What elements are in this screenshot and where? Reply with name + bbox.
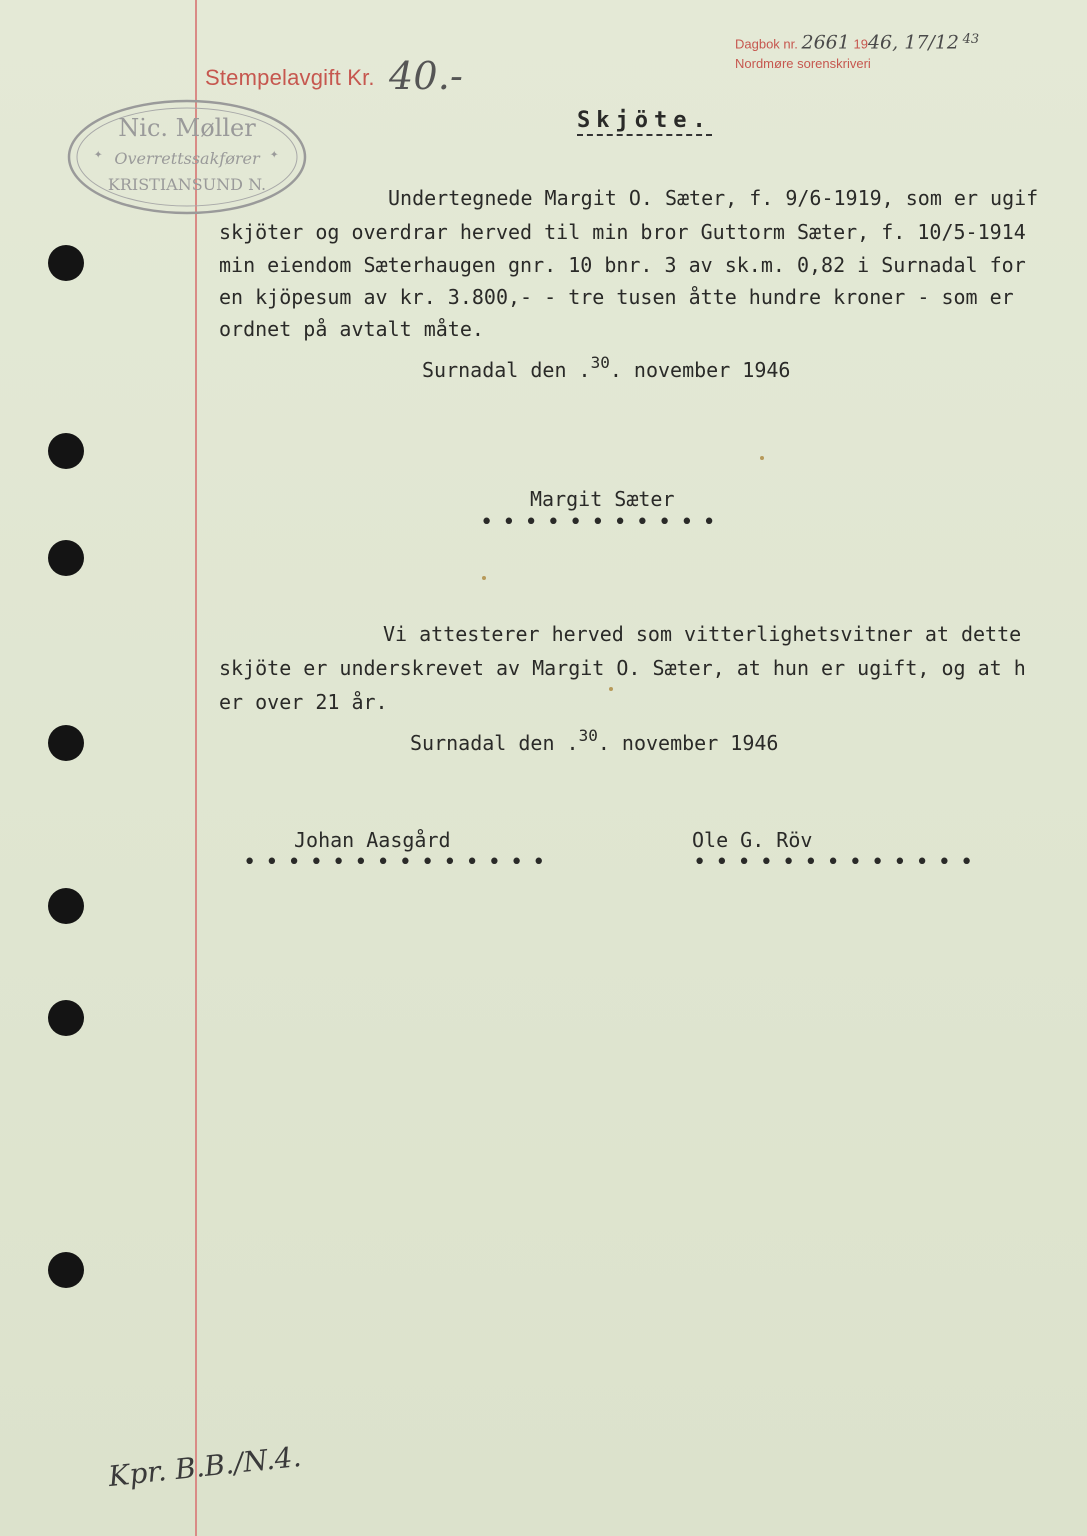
seal-city: KRISTIANSUND N. <box>107 175 267 194</box>
dagbok-label: Dagbok nr. <box>735 36 798 52</box>
dagbok-number: 2661 <box>801 31 850 54</box>
punch-hole <box>48 433 84 469</box>
punch-hole <box>48 1000 84 1036</box>
body-line: skjöter og overdrar herved til min bror Guttorm Sæter, f. 10/5-1914 <box>219 220 1026 244</box>
signature-line: ••••••••••• <box>480 510 725 535</box>
body-line: min eiendom Sæterhaugen gnr. 10 bnr. 3 av sk.m. 0,82 i Surnadal for <box>219 253 1026 277</box>
dagbok-stamp: Dagbok nr. 2661 1946, 17/12 $^{43}$ Nordmøre sorenskriveri <box>735 31 980 72</box>
date-day: 30 <box>590 353 610 372</box>
punch-hole <box>48 540 84 576</box>
punch-hole <box>48 1252 84 1288</box>
dagbok-year-prefix: 19 <box>853 36 868 52</box>
red-margin-line <box>195 0 197 1536</box>
handwritten-note: Kpr. B.B./N.4. <box>106 1439 303 1494</box>
witness-line: Vi attesterer herved som vitterlighetsvitner at dette <box>383 622 1022 646</box>
seal-name: Nic. Møller <box>118 114 256 142</box>
lawyer-seal-stamp <box>66 98 308 216</box>
dagbok-date: 17/12 <box>904 31 959 54</box>
svg-text:✦: ✦ <box>270 146 279 162</box>
stamp-fee-amount: 40.- <box>389 54 464 98</box>
seal-title: Overrettssakfører <box>114 149 260 168</box>
witness-line: er over 21 år. <box>219 690 388 714</box>
punch-hole <box>48 888 84 924</box>
place-date-2: Surnadal den .$^{30}$. november 1946 <box>410 726 779 755</box>
witness-2-signature-line: ••••••••••••• <box>693 850 983 875</box>
witness-line: skjöte er underskrevet av Margit O. Sæter, at hun er ugift, og at h <box>219 656 1026 680</box>
body-line: ordnet på avtalt måte. <box>219 317 484 341</box>
signer-name: Margit Sæter <box>530 487 675 511</box>
document-title: Skjöte. <box>577 108 712 136</box>
punch-hole <box>48 725 84 761</box>
stamp-fee-label: Stempelavgift Kr. <box>205 65 375 90</box>
stamp-fee <box>205 50 464 98</box>
dagbok-year: 46 <box>867 31 893 54</box>
place-date-1: Surnadal den .$^{30}$. november 1946 <box>422 353 791 382</box>
body-line: Undertegnede Margit O. Sæter, f. 9/6-1919, som er ugif <box>388 186 1039 210</box>
date-day: 30 <box>578 726 598 745</box>
witness-1-name: Johan Aasgård <box>294 828 451 852</box>
punch-hole <box>48 245 84 281</box>
body-line: en kjöpesum av kr. 3.800,- - tre tusen åtte hundre kroner - som er <box>219 285 1014 309</box>
witness-1-signature-line: •••••••••••••• <box>243 850 555 875</box>
svg-text:✦: ✦ <box>94 146 103 162</box>
witness-2-name: Ole G. Röv <box>692 828 813 852</box>
dagbok-page: 43 <box>962 32 980 47</box>
dagbok-office: Nordmøre sorenskriveri <box>735 56 871 72</box>
